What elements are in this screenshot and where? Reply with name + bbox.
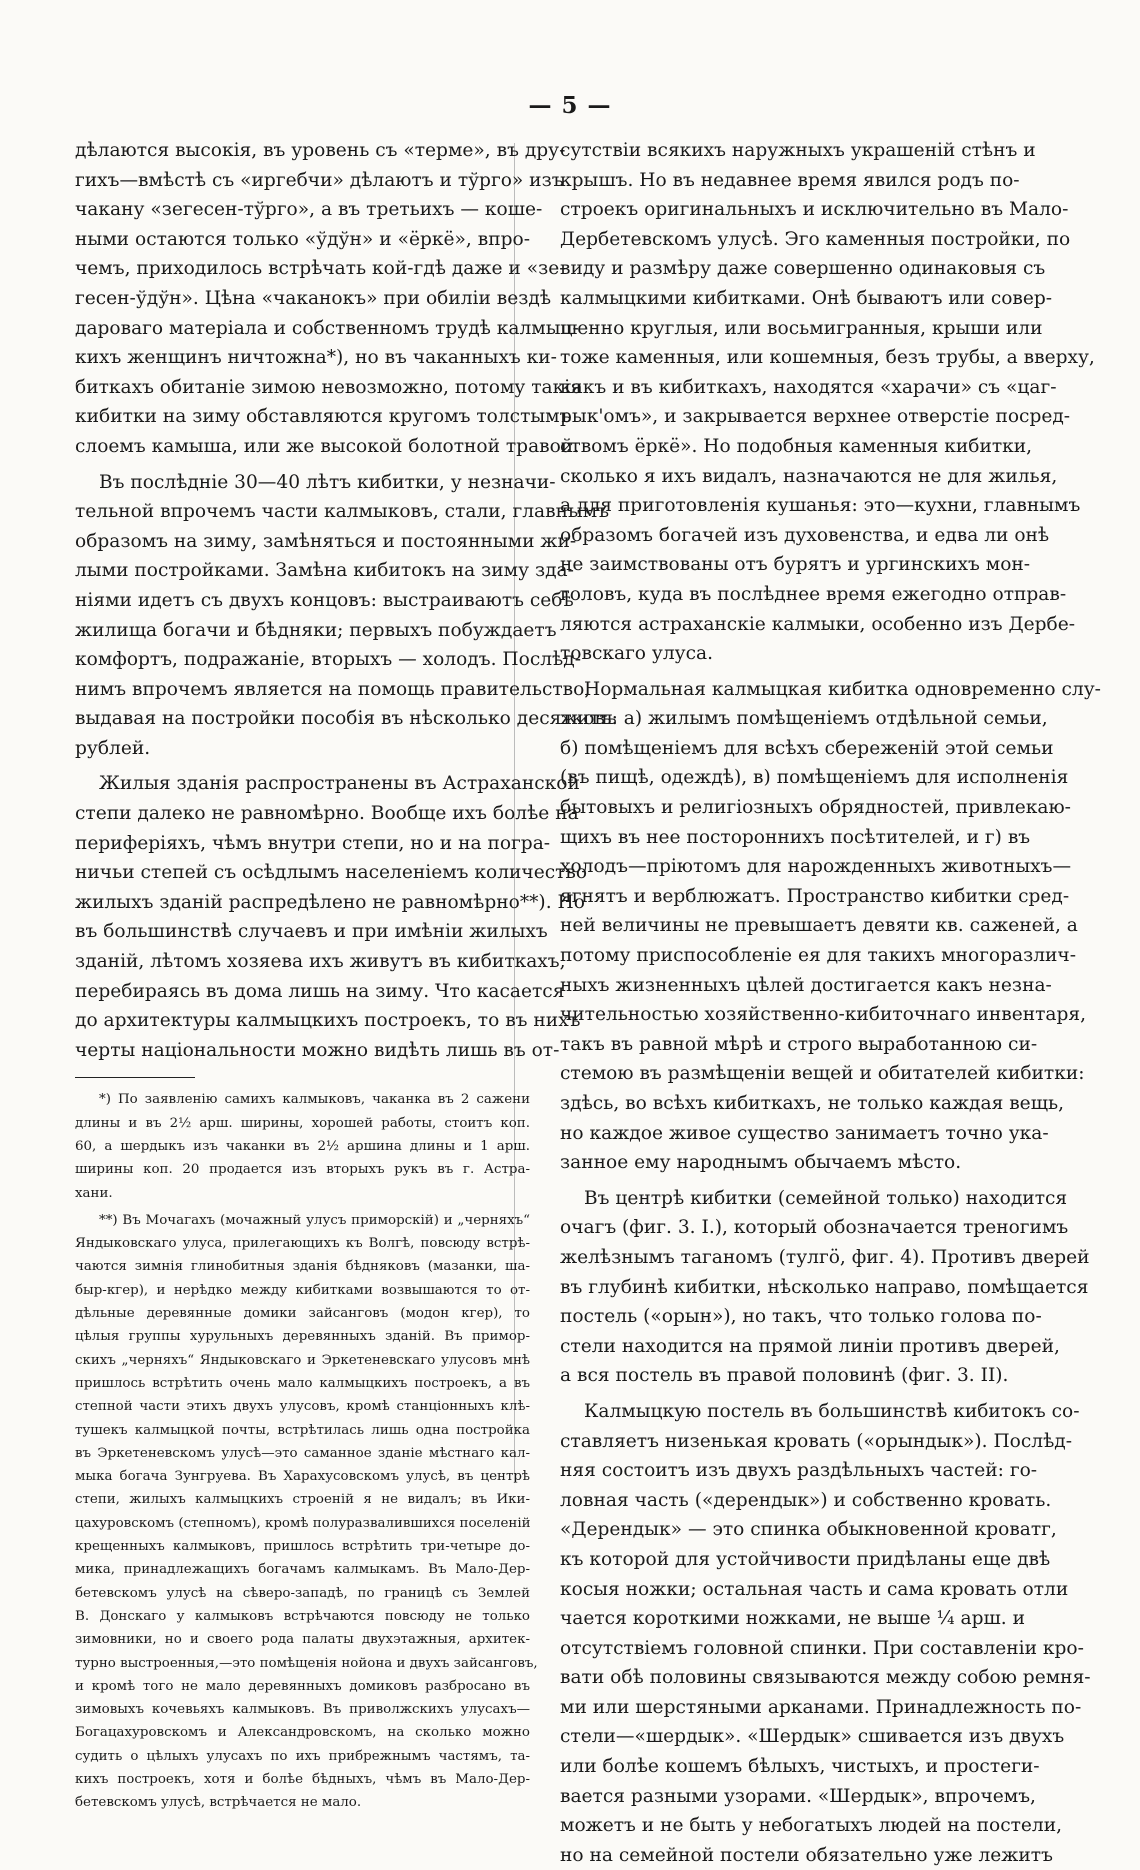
footnote-line: *) По заявленію самихъ калмыковъ, чаканка въ 2 сажени bbox=[99, 1092, 530, 1108]
footnote-line: и кромѣ того не мало деревянныхъ домиковъ разбросано въ bbox=[75, 1678, 530, 1694]
text-line: Калмыцкую постель въ большинствѣ кибитокъ со- bbox=[584, 1400, 1080, 1422]
text-line: зданій, лѣтомъ хозяева ихъ живутъ въ кибиткахъ, bbox=[75, 951, 566, 973]
text-line: рублей. bbox=[75, 737, 151, 759]
paragraph bbox=[75, 769, 588, 1065]
text-line: образомъ богачей изъ духовенства, и едва ли онѣ bbox=[560, 524, 1050, 546]
footnote-line: пришлось встрѣтить очень мало калмыцкихъ построекъ, а въ bbox=[75, 1375, 530, 1391]
text-line: не заимствованы отъ бурятъ и ургинскихъ мон- bbox=[560, 554, 1031, 576]
text-line: комфортъ, подражаніе, вторыхъ — холодъ. Послѣд- bbox=[75, 649, 581, 671]
text-line: Нормальная калмыцкая кибитка одновременно слу- bbox=[584, 678, 1101, 700]
text-line: ставляетъ низенькая кровать («орындык»). Послѣд- bbox=[560, 1430, 1073, 1452]
footnote-line: В. Донскаго у калмыковъ встрѣчаются повсюду не только bbox=[75, 1608, 530, 1624]
footnote-line: **) Въ Мочагахъ (мочажный улусъ приморскій) и „черняхъ“ bbox=[99, 1212, 530, 1228]
text-line: гихъ—вмѣстѣ съ «иргебчи» дѣлаютъ и тўрго» изъ bbox=[75, 169, 564, 191]
text-line: дѣлаются высокія, въ уровень съ «терме», въ дру- bbox=[75, 140, 566, 161]
text-line: какъ и въ кибиткахъ, находятся «харачи» съ «цаг- bbox=[560, 376, 1057, 398]
text-line: б) помѣщеніемъ для всѣхъ сбереженій этой семьи bbox=[560, 737, 1054, 759]
text-line: Дербетевскомъ улусѣ. Эго каменныя постройки, по bbox=[560, 228, 1071, 250]
footnote-line: степной части этихъ двухъ улусовъ, кромѣ станціонныхъ клѣ- bbox=[75, 1399, 530, 1415]
text-line: ловная часть («дерендык») и собственно кровать. bbox=[560, 1489, 1052, 1511]
text-line: кихъ женщинъ ничтожна*), но въ чаканныхъ ки- bbox=[75, 347, 557, 369]
footnote-line: судить о цѣлыхъ улусахъ по ихъ прибрежнымъ частямъ, та- bbox=[75, 1748, 530, 1764]
footnote-line: хани. bbox=[75, 1185, 113, 1201]
text-line: отсутствіемъ головной спинки. При составленіи кро- bbox=[560, 1637, 1084, 1659]
footnote-line: быр-кгер), и нерѣдко между кибитками возвышаются то от- bbox=[75, 1282, 530, 1298]
footnote-line: степи, жилыхъ калмыцкихъ строеній я не видалъ; въ Ики- bbox=[75, 1492, 530, 1508]
text-line: стели—«шердык». «Шердык» сшивается изъ двухъ bbox=[560, 1726, 1065, 1748]
text-line: ягнятъ и верблюжатъ. Пространство кибитки сред- bbox=[560, 885, 1070, 907]
footnote-line: Яндыковскаго улуса, прилегающихъ къ Волгѣ, повсюду встрѣ- bbox=[75, 1236, 530, 1252]
footnote-line: 60, а шердыкъ изъ чаканки въ 2½ аршина длины и 1 арш. bbox=[75, 1139, 530, 1154]
text-line: гесен-ўдўн». Цѣна «чаканокъ» при обиліи вездѣ bbox=[75, 287, 552, 309]
footnote-line: зимовыхъ кочевьяхъ калмыковъ. Въ приволжскихъ улусахъ— bbox=[75, 1702, 530, 1718]
text-line: въ глубинѣ кибитки, нѣсколько направо, помѣщается bbox=[560, 1276, 1089, 1298]
text-line: ніями идетъ съ двухъ концовъ: выстраиваютъ себѣ bbox=[75, 589, 574, 611]
text-line: потому приспособленіе ея для такихъ многоразлич- bbox=[560, 945, 1076, 967]
text-line: ничьи степей съ осѣдлымъ населеніемъ количество bbox=[75, 862, 588, 884]
page-number: — 5 — bbox=[528, 92, 612, 119]
text-line: ней величины не превышаетъ девяти кв. саженей, а bbox=[560, 915, 1078, 937]
footnote-line: длины и въ 2½ арш. ширины, хорошей работы, стоитъ коп. bbox=[75, 1115, 530, 1131]
text-line: сколько я ихъ видалъ, назначаются не для жилья, bbox=[560, 465, 1058, 487]
footnote-line: мика, принадлежащихъ богачамъ калмыкамъ. Въ Мало-Дер- bbox=[75, 1562, 530, 1578]
paragraph bbox=[75, 136, 582, 462]
text-line: ствомъ ёркё». Но подобныя каменныя кибитки, bbox=[560, 435, 1033, 457]
footnote-line: дѣльные деревянные домики зайсанговъ (модон кгер), то bbox=[75, 1306, 530, 1322]
text-line: чакану «зегесен-тўрго», а въ третьихъ — коше- bbox=[75, 199, 543, 221]
text-line: рык'омъ», и закрывается верхнее отверстіе посред- bbox=[560, 406, 1071, 428]
footnote-line: тушекъ калмыцкой почты, встрѣтилась лишь одна постройка bbox=[75, 1422, 530, 1438]
text-line: строекъ оригинальныхъ и исключительно въ Мало- bbox=[560, 199, 1069, 221]
paragraph bbox=[560, 136, 1095, 669]
text-line: нимъ впрочемъ является на помощь правительство, bbox=[75, 678, 591, 700]
text-line: до архитектуры калмыцкихъ построекъ, то въ нихъ bbox=[75, 1010, 581, 1032]
text-line: Въ центрѣ кибитки (семейной только) находится bbox=[584, 1187, 1068, 1209]
text-line: (въ пищѣ, одеждѣ), в) помѣщеніемъ для исполненія bbox=[560, 767, 1069, 789]
text-line: вается разными узорами. «Шердык», впрочемъ, bbox=[560, 1785, 1036, 1807]
text-line: въ большинствѣ случаевъ и при имѣніи жилыхъ bbox=[75, 921, 548, 943]
text-line: лыми постройками. Замѣна кибитокъ на зиму зда- bbox=[75, 560, 574, 582]
text-line: ныхъ жизненныхъ цѣлей достигается какъ незна- bbox=[560, 974, 1052, 996]
text-line: крышъ. Но въ недавнее время явился родъ по- bbox=[560, 169, 1020, 191]
text-line: черты національности можно видѣть лишь въ от- bbox=[75, 1039, 560, 1061]
text-line: стемою въ размѣщеніи вещей и обитателей кибитки: bbox=[560, 1063, 1085, 1085]
text-line: кибитки на зиму обставляются кругомъ толстымъ bbox=[75, 406, 572, 428]
footnote-line: мыка богача Зунгруева. Въ Харахусовскомъ улусѣ, въ центрѣ bbox=[75, 1469, 530, 1485]
text-line: косыя ножки; остальная часть и сама кровать отли bbox=[560, 1578, 1069, 1600]
text-line: или болѣе кошемъ бѣлыхъ, чистыхъ, и простеги- bbox=[560, 1756, 1040, 1778]
footnote-line: крещенныхъ калмыковъ, пришлось встрѣтить три-четыре до- bbox=[75, 1539, 530, 1555]
footnote bbox=[75, 1088, 530, 1204]
paragraph bbox=[560, 1184, 1090, 1391]
footnote-line: ширины коп. 20 продается изъ вторыхъ рукъ въ г. Астра- bbox=[75, 1162, 530, 1178]
footnote-rule bbox=[75, 1077, 195, 1078]
paragraph bbox=[75, 468, 617, 764]
text-line: перебираясь въ дома лишь на зиму. Что касается bbox=[75, 980, 565, 1002]
text-line: чительностью хозяйственно-кибиточнаго инвентаря, bbox=[560, 1004, 1087, 1026]
text-line: шенно круглыя, или восьмигранныя, крыши или bbox=[560, 317, 1043, 339]
left-column bbox=[75, 136, 617, 1815]
text-line: а вся постель въ правой половинѣ (фиг. 3. II). bbox=[560, 1365, 1009, 1387]
text-line: можетъ и не быть у небогатыхъ людей на постели, bbox=[560, 1815, 1063, 1837]
text-line: къ которой для устойчивости придѣланы еще двѣ bbox=[560, 1548, 1051, 1570]
text-line: Жилыя зданія распространены въ Астраханской bbox=[99, 773, 580, 795]
footnote-line: въ Эркетеневскомъ улусѣ—это саманное зданіе мѣстнаго кал- bbox=[75, 1445, 530, 1461]
text-line: выдавая на постройки пособія въ нѣсколько десятковъ bbox=[75, 708, 617, 730]
text-line: а для приготовленія кушанья: это—кухни, главнымъ bbox=[560, 495, 1081, 517]
text-line: тоже каменныя, или кошемныя, безъ трубы, а вверху, bbox=[560, 347, 1095, 369]
text-line: биткахъ обитаніе зимою невозможно, потому такія bbox=[75, 376, 582, 398]
text-line: степи далеко не равномѣрно. Вообще ихъ болѣе на bbox=[75, 803, 579, 825]
text-line: жилыхъ зданій распредѣлено не равномѣрно**). Но bbox=[75, 891, 585, 913]
text-line: стели находится на прямой линіи противъ дверей, bbox=[560, 1335, 1060, 1357]
text-line: очагъ (фиг. 3. I.), который обозначается треногимъ bbox=[560, 1217, 1069, 1239]
text-line: товскаго улуса. bbox=[560, 643, 714, 665]
right-column bbox=[560, 136, 1101, 1870]
text-line: дароваго матеріала и собственномъ трудѣ калмыц- bbox=[75, 317, 579, 339]
text-line: ми или шерстяными арканами. Принадлежность по- bbox=[560, 1696, 1082, 1718]
text-line: сутствіи всякихъ наружныхъ украшеній стѣнъ и bbox=[560, 140, 1036, 161]
text-line: занное ему народнымъ обычаемъ мѣсто. bbox=[560, 1152, 962, 1174]
footnote-line: кихъ построекъ, хотя и болѣе бѣдныхъ, чѣмъ въ Мало-Дер- bbox=[75, 1772, 530, 1788]
text-line: няя состоитъ изъ двухъ раздѣльныхъ частей: го- bbox=[560, 1460, 1038, 1482]
footnote-line: Богацахуровскомъ и Александровскомъ, на сколько можно bbox=[75, 1725, 530, 1741]
footnote-line: турно выстроенныя,—это помѣщенія нойона и двухъ зайсанговъ, bbox=[75, 1655, 538, 1671]
text-line: калмыцкими кибитками. Онѣ бываютъ или совер- bbox=[560, 287, 1053, 309]
text-line: здѣсь, во всѣхъ кибиткахъ, не только каждая вещь, bbox=[560, 1093, 1065, 1114]
footnote-line: цѣлыя группы хурульныхъ деревянныхъ зданій. Въ примор- bbox=[75, 1329, 530, 1345]
text-line: образомъ на зиму, замѣняться и постоянными жи- bbox=[75, 530, 577, 552]
text-line: холодъ—пріютомъ для нарожденныхъ животныхъ— bbox=[560, 856, 1072, 878]
footnote-line: бетевскомъ улусѣ, встрѣчается не мало. bbox=[75, 1795, 362, 1811]
footnote bbox=[75, 1209, 538, 1815]
text-line: житъ: а) жилымъ помѣщеніемъ отдѣльной семьи, bbox=[560, 708, 1048, 730]
text-line: чается короткими ножками, не выше ¼ арш. и bbox=[560, 1608, 1025, 1630]
text-line: слоемъ камыша, или же высокой болотной травой. bbox=[75, 435, 580, 457]
text-line: вати обѣ половины связываются между собою ремня- bbox=[560, 1667, 1091, 1689]
text-line: периферіяхъ, чѣмъ внутри степи, но и на погра- bbox=[75, 832, 551, 854]
paragraph bbox=[560, 1397, 1091, 1870]
footnote-line: зимовники, но и своего рода палаты двухэтажныя, архитек- bbox=[75, 1632, 530, 1648]
text-line: ляются астраханскіе калмыки, особенно изъ Дербе- bbox=[560, 613, 1075, 635]
text-line: тельной впрочемъ части калмыковъ, стали, главнымъ bbox=[75, 501, 610, 523]
text-line: чемъ, приходилось встрѣчать кой-гдѣ даже и «зе- bbox=[75, 258, 566, 280]
text-line: но каждое живое существо занимаетъ точно ука- bbox=[560, 1122, 1049, 1144]
footnote-line: бетевскомъ улусѣ на сѣверо-западѣ, по границѣ съ Землей bbox=[75, 1585, 530, 1601]
text-line: головъ, куда въ послѣднее время ежегодно отправ- bbox=[560, 583, 1067, 605]
text-line: но на семейной постели обязательно уже лежитъ bbox=[560, 1844, 1053, 1866]
footnote-line: цахуровскомъ (степномъ), кромѣ полуразвалившихся поселеній bbox=[75, 1515, 531, 1531]
text-line: «Дерендык» — это спинка обыкновенной кроватг, bbox=[560, 1519, 1057, 1541]
text-line: такъ въ равной мѣрѣ и строго выработанною си- bbox=[560, 1033, 1038, 1055]
text-line: постель («орын»), но такъ, что только голова по- bbox=[560, 1306, 1042, 1328]
footnote-line: скихъ „черняхъ“ Яндыковскаго и Эркетеневскаго улусовъ мнѣ bbox=[75, 1352, 530, 1368]
text-line: виду и размѣру даже совершенно одинаковыя съ bbox=[560, 258, 1046, 280]
text-line: ными остаются только «ўдўн» и «ёркё», впро- bbox=[75, 228, 530, 250]
text-line: щихъ въ нее постороннихъ посѣтителей, и г) въ bbox=[560, 826, 1031, 848]
footnote-line: чаются зимнія глинобитныя зданія бѣдняковъ (мазанки, ша- bbox=[75, 1259, 530, 1275]
text-line: бытовыхъ и религіозныхъ обрядностей, привлекаю- bbox=[560, 797, 1071, 819]
text-line: жилища богачи и бѣдняки; первыхъ побуждаетъ bbox=[75, 619, 557, 641]
paragraph bbox=[560, 675, 1101, 1178]
text-line: желѣзнымъ таганомъ (тулгӧ, фиг. 4). Противъ дверей bbox=[560, 1246, 1090, 1268]
text-line: Въ послѣдніе 30—40 лѣтъ кибитки, у незначи- bbox=[99, 471, 556, 493]
